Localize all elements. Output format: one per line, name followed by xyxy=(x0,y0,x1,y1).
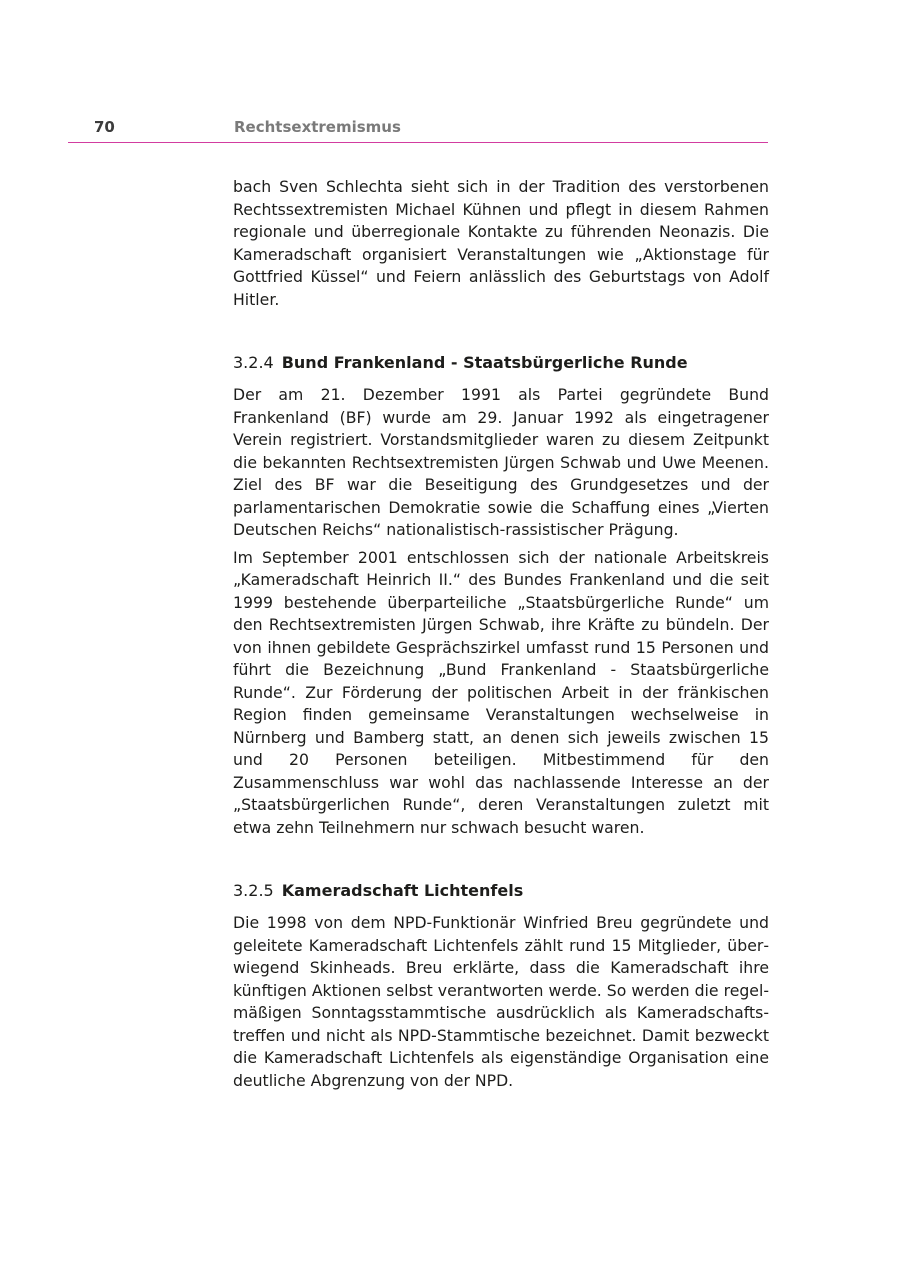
section-paragraph: Der am 21. Dezember 1991 als Partei gegründete Bund Frankenland (BF) wurde am 29. Januar 1992 als eingetragener Verein registriert. Vorstandsmitglieder waren zu diesem Zeitpunkt die bekannten Rechtsextremisten Jürgen Schwab und Uwe Meenen. Ziel des BF war die Beseitigung des Grundgesetzes und der parlamentarischen Demokratie sowie die Schaffung eines „Vierten Deutschen Reichs“ nationalistisch-rassistischer Prägung. xyxy=(233,385,769,539)
intro-paragraph: bach Sven Schlechta sieht sich in der Tradition des verstorbenen Rechtssextremisten Michael Kühnen und pflegt in diesem Rahmen regionale und überregionale Kontakte zu führenden Neonazis. Die Kameradschaft organisiert Veranstaltungen wie „Aktionstage für Gottfried Küssel“ und Feiern anlässlich des Geburtstags von Adolf Hitler. xyxy=(233,177,769,309)
section-title: Kameradschaft Lichtenfels xyxy=(281,881,524,900)
page-body xyxy=(233,176,769,1092)
section-heading-3-2-5 xyxy=(233,880,769,902)
section-title: Bund Frankenland - Staatsbürgerliche Runde xyxy=(281,353,688,372)
page-number: 70 xyxy=(94,118,115,136)
section-heading-3-2-4 xyxy=(233,352,769,374)
section-paragraph: Im September 2001 entschlossen sich der nationale Arbeitskreis „Kameradschaft Heinrich II.“ des Bundes Frankenland und die seit 1999 bestehende überparteiliche „Staatsbürgerliche Runde“ um den Rechtsextremisten Jürgen Schwab, ihre Kräfte zu bündeln. Der von ihnen gebildete Gesprächszirkel umfasst rund 15 Personen und führt die Bezeichnung „Bund Frankenland - Staatsbürgerliche Runde“. Zur Förderung der politischen Arbeit in der fränkischen Region finden gemeinsame Veranstaltungen wechselweise in Nürnberg und Bamberg statt, an denen sich jeweils zwischen 15 und 20 Personen beteiligen. Mitbestimmend für den Zusammenschluss war wohl das nachlassende Interesse an der „Staatsbürgerlichen Runde“, deren Veranstaltungen zuletzt mit etwa zehn Teilnehmern nur schwach besucht waren. xyxy=(233,547,769,837)
running-title: Rechtsextremismus xyxy=(234,118,401,136)
section-paragraph: Die 1998 von dem NPD-Funktionär Winfried Breu gegründete und geleitete Kameradschaft Lichtenfels zählt rund 15 Mitglieder, überwiegend Skinheads. Breu erklärte, dass die Kameradschaft ihre künftigen Aktionen selbst verantworten werde. So werden die regelmäßigen Sonntagsstammtische ausdrücklich als Kameradschaftstreffen und nicht als NPD-Stammtische bezeichnet. Damit bezweckt die Kameradschaft Lichtenfels als eigenständige Organisation eine deutliche Abgrenzung von der NPD. xyxy=(233,913,769,1090)
page-header xyxy=(68,116,768,143)
section-number: 3.2.4 xyxy=(233,353,274,372)
section-number: 3.2.5 xyxy=(233,881,274,900)
